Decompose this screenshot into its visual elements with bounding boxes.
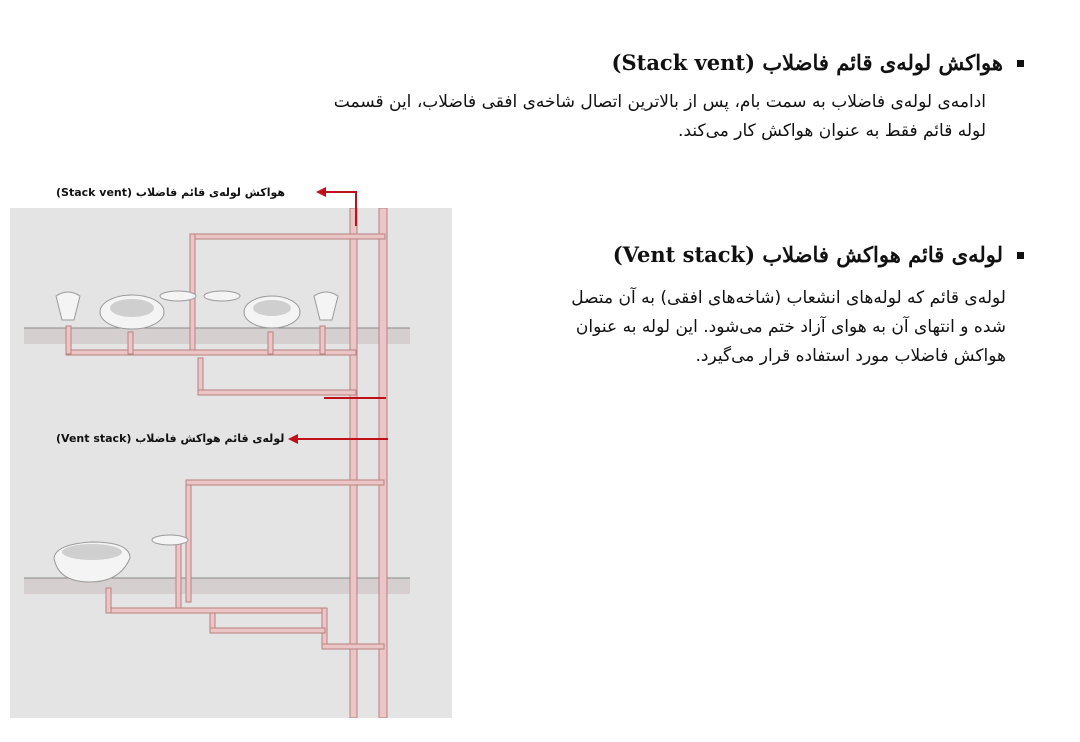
bullet-icon (1017, 60, 1024, 67)
vent-stack-section (464, 240, 1024, 371)
stack-vent-section (64, 48, 1024, 146)
paragraph-line: لوله‌ی قائم که لوله‌های انشعاب (شاخه‌های افقی) به آن متصل (571, 288, 1006, 308)
arrow-head-icon (316, 187, 326, 197)
plumbing-illustration (10, 208, 452, 718)
bullet-icon (1017, 252, 1024, 259)
vent-stack-heading (464, 240, 1024, 270)
paragraph-line: شده و انتهای آن به هوای آزاد ختم می‌شود. این لوله به عنوان (575, 317, 1006, 337)
stack-vent-callout-label: هواکش لوله‌ی قائم فاضلاب (Stack vent) (56, 186, 285, 199)
plumbing-diagram (10, 208, 452, 718)
vent-stack-heading-text: لوله‌ی قائم هواکش فاضلاب (Vent stack) (612, 242, 1003, 267)
vent-stack-callout-label: لوله‌ی قائم هواکش فاضلاب (Vent stack) (56, 432, 285, 445)
paragraph-line: هواکش فاضلاب مورد استفاده قرار می‌گیرد. (695, 346, 1006, 366)
paragraph-line: ادامه‌ی لوله‌ی فاضلاب به سمت بام، پس از بالاترین اتصال شاخه‌ی افقی فاضلاب، این قسمت (333, 92, 986, 112)
paragraph-line: لوله قائم فقط به عنوان هواکش کار می‌کند. (678, 121, 986, 141)
stack-vent-heading (64, 48, 1024, 78)
stack-vent-paragraph (64, 88, 986, 146)
vent-stack-paragraph (464, 284, 1006, 371)
stack-vent-heading-text: هواکش لوله‌ی قائم فاضلاب (Stack vent) (611, 50, 1003, 75)
